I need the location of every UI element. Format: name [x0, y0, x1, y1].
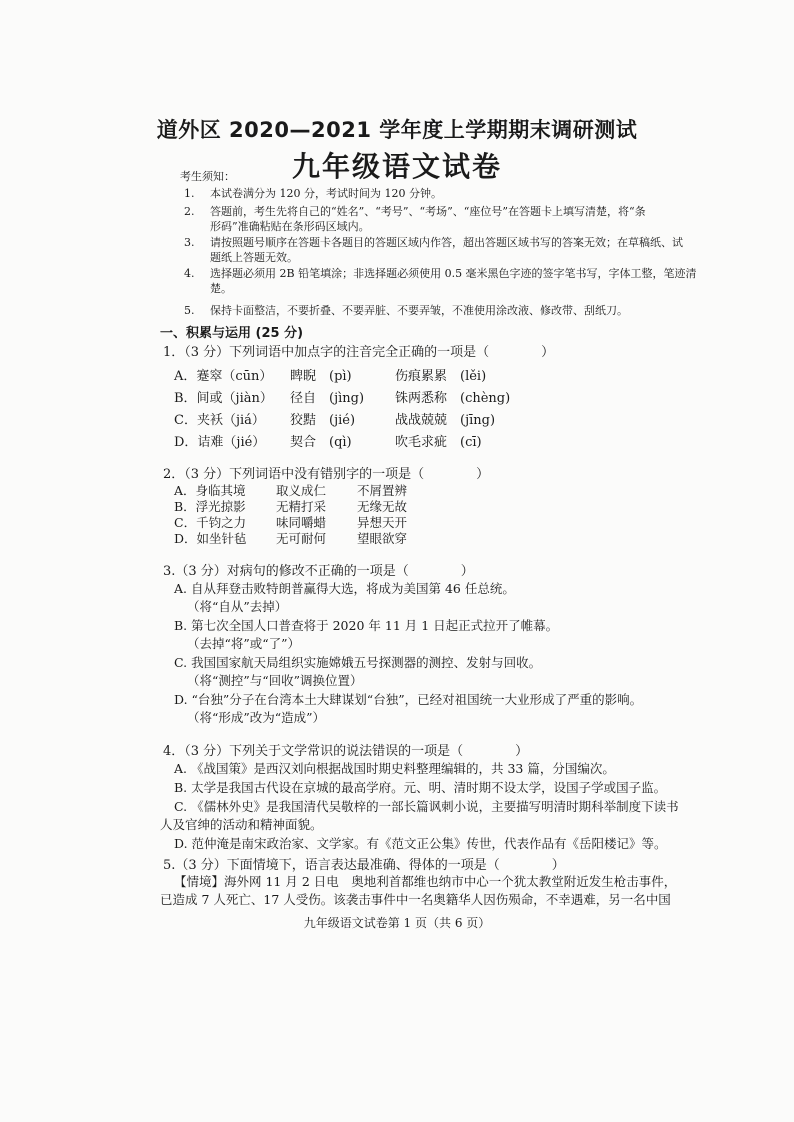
q1-option-d-1: D．诘难（jié）	[174, 435, 266, 450]
q4-option-c-cont: 人及官绅的活动和精神面貌。	[160, 817, 323, 832]
exam-title: 道外区 2020—2021 学年度上学期期末调研测试	[156, 118, 638, 142]
q2-option-b-3: 无缘无故	[357, 499, 408, 514]
q4-option-c: C. 《儒林外史》是我国清代吴敬梓的一部长篇讽刺小说，主要描写明清时期科举制度下读书	[174, 799, 679, 814]
notice-item: 3. 请按照题号顺序在答题卡各题目的答题区域内作答，超出答题区域书写的答案无效；在草稿纸、试	[184, 236, 683, 249]
question-1-stem: 1．（3 分）下列词语中加点字的注音完全正确的一项是（ ）	[163, 345, 555, 360]
q5-context-line-2: 已造成 7 人死亡、17 人受伤。该袭击事件中一名奥籍华人因伤殒命，不幸遇难，另一名中国	[160, 892, 671, 907]
notice-heading: 考生须知：	[180, 170, 235, 183]
q1-option-c-3: 战战兢兢 (jīng)	[395, 413, 496, 428]
notice-item-cont: 题纸上答题无效。	[210, 251, 298, 264]
q3-option-c-fix: （将“测控”与“回收”调换位置）	[187, 673, 363, 688]
q1-option-a-1: A．蹇窣（cūn）	[174, 369, 273, 384]
notice-item: 1. 本试卷满分为 120 分，考试时间为 120 分钟。	[184, 187, 442, 200]
q3-option-a: A. 自从拜登击败特朗普赢得大选，将成为美国第 46 任总统。	[174, 581, 515, 596]
notice-item-cont: 楚。	[210, 282, 232, 295]
q2-option-d-2: 无可耐何	[276, 531, 327, 546]
page-footer: 九年级语文试卷第 1 页（共 6 页）	[303, 916, 491, 930]
q5-context-line-1: 【情境】海外网 11 月 2 日电 奥地利首都维也纳市中心一个犹太教堂附近发生枪击事件，	[174, 874, 677, 889]
q2-option-a-3: 不屑置辨	[357, 483, 408, 498]
q3-option-b: B. 第七次全国人口普查将于 2020 年 11 月 1 日起正式拉开了帷幕。	[174, 618, 559, 633]
q1-option-d-2: 契合 (qì)	[290, 435, 352, 450]
section-heading: 一、积累与运用 (25 分)	[160, 326, 304, 341]
q4-option-d: D. 范仲淹是南宋政治家、文学家。有《范文正公集》传世，代表作品有《岳阳楼记》等。	[174, 836, 667, 851]
q4-option-b: B. 太学是我国古代设在京城的最高学府。元、明、清时期不设太学，设国子学或国子监。	[174, 780, 667, 795]
q2-option-c-1: C．千钧之力	[174, 515, 247, 530]
q4-option-a: A. 《战国策》是西汉刘向根据战国时期史料整理编辑的，共 33 篇，分国编次。	[174, 761, 615, 776]
q1-option-d-3: 吹毛求疵 (cī)	[395, 435, 482, 450]
q1-option-a-2: 睥睨 (pì)	[290, 369, 352, 384]
q1-option-b-1: B．间或（jiàn）	[174, 391, 273, 406]
q3-option-c: C. 我国国家航天局组织实施嫦娥五号探测器的测控、发射与回收。	[174, 655, 542, 670]
q1-option-c-1: C．夹袄（jiá）	[174, 413, 265, 428]
notice-item-cont: 形码”准确粘贴在条形码区域内。	[210, 220, 370, 233]
exam-subtitle: 九年级语文试卷	[291, 150, 502, 183]
q3-option-d: D. “台独”分子在台湾本土大肆谋划“台独”，已经对祖国统一大业形成了严重的影响。	[174, 692, 643, 707]
q2-option-b-2: 无精打采	[276, 499, 327, 514]
q1-option-b-3: 铢两悉称 (chèng)	[395, 391, 511, 406]
q3-option-b-fix: （去掉“将”或“了”）	[187, 636, 301, 651]
q2-option-c-3: 异想天开	[357, 515, 408, 530]
notice-item: 2. 答题前，考生先将自己的“姓名”、“考号”、“考场”、“座位号”在答题卡上填写清楚，将“条	[184, 205, 646, 218]
q2-option-b-1: B．浮光掠影	[174, 499, 246, 514]
q2-option-a-2: 取义成仁	[276, 483, 327, 498]
q1-option-a-3: 伤痕累累 (lěi)	[395, 369, 487, 384]
notice-item: 4. 选择题必须用 2B 铅笔填涂；非选择题必须使用 0.5 毫米黑色字迹的签字笔书写，字体工整，笔迹清	[184, 267, 697, 280]
q2-option-d-3: 望眼欲穿	[357, 531, 408, 546]
q2-option-a-1: A．身临其境	[174, 483, 246, 498]
q2-option-c-2: 味同嚼蜡	[276, 515, 327, 530]
question-3-stem: 3.（3 分）对病句的修改不正确的一项是（ ）	[163, 564, 474, 579]
question-2-stem: 2．（3 分）下列词语中没有错别字的一项是（ ）	[163, 467, 490, 482]
q3-option-a-fix: （将“自从”去掉）	[187, 599, 288, 614]
q3-option-d-fix: （将“形成”改为“造成”）	[187, 710, 326, 725]
q1-option-b-2: 径自 (jìng)	[290, 391, 365, 406]
q2-option-d-1: D．如坐针毡	[174, 531, 247, 546]
notice-item: 5. 保持卡面整洁，不要折叠、不要弄脏、不要弄皱，不准使用涂改液、修改带、刮纸刀。	[184, 304, 628, 317]
question-5-stem: 5.（3 分）下面情境下，语言表达最准确、得体的一项是（ ）	[163, 858, 565, 873]
q1-option-c-2: 狡黠 (jié)	[290, 413, 356, 428]
question-4-stem: 4．（3 分）下列关于文学常识的说法错误的一项是（ ）	[163, 744, 529, 759]
